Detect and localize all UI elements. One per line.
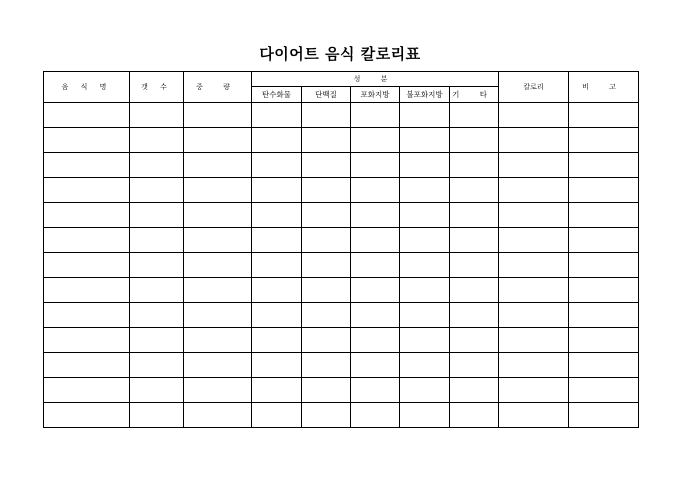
carbohydrate-cell[interactable] [252, 128, 302, 153]
other-cell[interactable] [450, 303, 499, 328]
saturated-fat-cell[interactable] [351, 203, 400, 228]
note-cell[interactable] [569, 153, 639, 178]
count-cell[interactable] [130, 328, 184, 353]
note-cell[interactable] [569, 203, 639, 228]
weight-cell[interactable] [184, 203, 252, 228]
other-cell[interactable] [450, 378, 499, 403]
calorie-cell[interactable] [499, 353, 569, 378]
weight-cell[interactable] [184, 128, 252, 153]
protein-cell[interactable] [302, 103, 351, 128]
weight-cell[interactable] [184, 378, 252, 403]
note-cell[interactable] [569, 253, 639, 278]
count-cell[interactable] [130, 303, 184, 328]
carbohydrate-cell[interactable] [252, 278, 302, 303]
food-name-cell[interactable] [44, 328, 130, 353]
header-note: 비 고 [569, 72, 639, 103]
saturated-fat-cell[interactable] [351, 253, 400, 278]
weight-cell[interactable] [184, 353, 252, 378]
food-name-cell[interactable] [44, 103, 130, 128]
other-cell[interactable] [450, 153, 499, 178]
calorie-cell[interactable] [499, 203, 569, 228]
unsaturated-fat-cell[interactable] [400, 278, 450, 303]
header-weight: 중 량 [184, 72, 252, 103]
protein-cell[interactable] [302, 278, 351, 303]
saturated-fat-cell[interactable] [351, 153, 400, 178]
carbohydrate-cell[interactable] [252, 203, 302, 228]
document-title: 다이어트 음식 칼로리표 [259, 45, 421, 63]
protein-cell[interactable] [302, 353, 351, 378]
food-name-cell[interactable] [44, 203, 130, 228]
food-name-cell[interactable] [44, 253, 130, 278]
table-row [44, 378, 639, 403]
protein-cell[interactable] [302, 128, 351, 153]
protein-cell[interactable] [302, 153, 351, 178]
calorie-cell[interactable] [499, 303, 569, 328]
other-cell[interactable] [450, 353, 499, 378]
count-cell[interactable] [130, 253, 184, 278]
note-cell[interactable] [569, 378, 639, 403]
count-cell[interactable] [130, 378, 184, 403]
food-name-cell[interactable] [44, 228, 130, 253]
other-cell[interactable] [450, 253, 499, 278]
weight-cell[interactable] [184, 328, 252, 353]
calorie-cell[interactable] [499, 103, 569, 128]
food-name-cell[interactable] [44, 303, 130, 328]
protein-cell[interactable] [302, 253, 351, 278]
carbohydrate-cell[interactable] [252, 178, 302, 203]
count-cell[interactable] [130, 128, 184, 153]
unsaturated-fat-cell[interactable] [400, 203, 450, 228]
calorie-cell[interactable] [499, 153, 569, 178]
calorie-cell[interactable] [499, 403, 569, 428]
note-cell[interactable] [569, 353, 639, 378]
food-name-cell[interactable] [44, 403, 130, 428]
note-cell[interactable] [569, 103, 639, 128]
header-other: 기 타 [450, 87, 499, 103]
carbohydrate-cell[interactable] [252, 103, 302, 128]
weight-cell[interactable] [184, 303, 252, 328]
food-name-cell[interactable] [44, 153, 130, 178]
count-cell[interactable] [130, 153, 184, 178]
unsaturated-fat-cell[interactable] [400, 253, 450, 278]
header-components: 성 분 [252, 72, 499, 87]
count-cell[interactable] [130, 203, 184, 228]
note-cell[interactable] [569, 328, 639, 353]
header-protein: 단백질 [302, 87, 351, 103]
saturated-fat-cell[interactable] [351, 303, 400, 328]
count-cell[interactable] [130, 403, 184, 428]
table-row [44, 328, 639, 353]
saturated-fat-cell[interactable] [351, 128, 400, 153]
unsaturated-fat-cell[interactable] [400, 378, 450, 403]
weight-cell[interactable] [184, 103, 252, 128]
weight-cell[interactable] [184, 153, 252, 178]
carbohydrate-cell[interactable] [252, 303, 302, 328]
header-saturated-fat: 포화지방 [351, 87, 400, 103]
header-carbohydrate: 탄수화물 [252, 87, 302, 103]
saturated-fat-cell[interactable] [351, 353, 400, 378]
note-cell[interactable] [569, 178, 639, 203]
count-cell[interactable] [130, 103, 184, 128]
protein-cell[interactable] [302, 203, 351, 228]
other-cell[interactable] [450, 203, 499, 228]
note-cell[interactable] [569, 303, 639, 328]
table-row [44, 403, 639, 428]
food-name-cell[interactable] [44, 278, 130, 303]
unsaturated-fat-cell[interactable] [400, 103, 450, 128]
carbohydrate-cell[interactable] [252, 153, 302, 178]
table-row [44, 203, 639, 228]
weight-cell[interactable] [184, 253, 252, 278]
other-cell[interactable] [450, 178, 499, 203]
table-row [44, 103, 639, 128]
unsaturated-fat-cell[interactable] [400, 228, 450, 253]
calorie-cell[interactable] [499, 378, 569, 403]
saturated-fat-cell[interactable] [351, 103, 400, 128]
carbohydrate-cell[interactable] [252, 228, 302, 253]
other-cell[interactable] [450, 128, 499, 153]
other-cell[interactable] [450, 278, 499, 303]
protein-cell[interactable] [302, 228, 351, 253]
saturated-fat-cell[interactable] [351, 328, 400, 353]
saturated-fat-cell[interactable] [351, 378, 400, 403]
other-cell[interactable] [450, 103, 499, 128]
count-cell[interactable] [130, 228, 184, 253]
unsaturated-fat-cell[interactable] [400, 353, 450, 378]
carbohydrate-cell[interactable] [252, 403, 302, 428]
note-cell[interactable] [569, 403, 639, 428]
weight-cell[interactable] [184, 403, 252, 428]
carbohydrate-cell[interactable] [252, 328, 302, 353]
food-name-cell[interactable] [44, 378, 130, 403]
table-row [44, 153, 639, 178]
table-row [44, 303, 639, 328]
table-row [44, 278, 639, 303]
saturated-fat-cell[interactable] [351, 228, 400, 253]
calorie-cell[interactable] [499, 328, 569, 353]
carbohydrate-cell[interactable] [252, 253, 302, 278]
other-cell[interactable] [450, 328, 499, 353]
unsaturated-fat-cell[interactable] [400, 178, 450, 203]
header-food-name: 음 식 명 [44, 72, 130, 103]
unsaturated-fat-cell[interactable] [400, 153, 450, 178]
count-cell[interactable] [130, 178, 184, 203]
protein-cell[interactable] [302, 178, 351, 203]
header-calorie: 칼로리 [499, 72, 569, 103]
calorie-cell[interactable] [499, 178, 569, 203]
calorie-cell[interactable] [499, 278, 569, 303]
weight-cell[interactable] [184, 178, 252, 203]
header-unsaturated-fat: 불포화지방 [400, 87, 450, 103]
protein-cell[interactable] [302, 328, 351, 353]
table-row [44, 228, 639, 253]
calorie-table [43, 71, 639, 428]
saturated-fat-cell[interactable] [351, 278, 400, 303]
protein-cell[interactable] [302, 378, 351, 403]
count-cell[interactable] [130, 278, 184, 303]
other-cell[interactable] [450, 228, 499, 253]
unsaturated-fat-cell[interactable] [400, 128, 450, 153]
note-cell[interactable] [569, 128, 639, 153]
table-row [44, 178, 639, 203]
unsaturated-fat-cell[interactable] [400, 303, 450, 328]
calorie-cell[interactable] [499, 253, 569, 278]
table-row [44, 253, 639, 278]
calorie-cell[interactable] [499, 128, 569, 153]
food-name-cell[interactable] [44, 353, 130, 378]
carbohydrate-cell[interactable] [252, 353, 302, 378]
weight-cell[interactable] [184, 228, 252, 253]
protein-cell[interactable] [302, 303, 351, 328]
saturated-fat-cell[interactable] [351, 403, 400, 428]
calorie-cell[interactable] [499, 228, 569, 253]
saturated-fat-cell[interactable] [351, 178, 400, 203]
count-cell[interactable] [130, 353, 184, 378]
unsaturated-fat-cell[interactable] [400, 328, 450, 353]
other-cell[interactable] [450, 403, 499, 428]
carbohydrate-cell[interactable] [252, 378, 302, 403]
table-row [44, 353, 639, 378]
note-cell[interactable] [569, 278, 639, 303]
header-count: 갯 수 [130, 72, 184, 103]
food-name-cell[interactable] [44, 178, 130, 203]
food-name-cell[interactable] [44, 128, 130, 153]
unsaturated-fat-cell[interactable] [400, 403, 450, 428]
protein-cell[interactable] [302, 403, 351, 428]
table-body [44, 103, 639, 428]
weight-cell[interactable] [184, 278, 252, 303]
table-row [44, 128, 639, 153]
note-cell[interactable] [569, 228, 639, 253]
